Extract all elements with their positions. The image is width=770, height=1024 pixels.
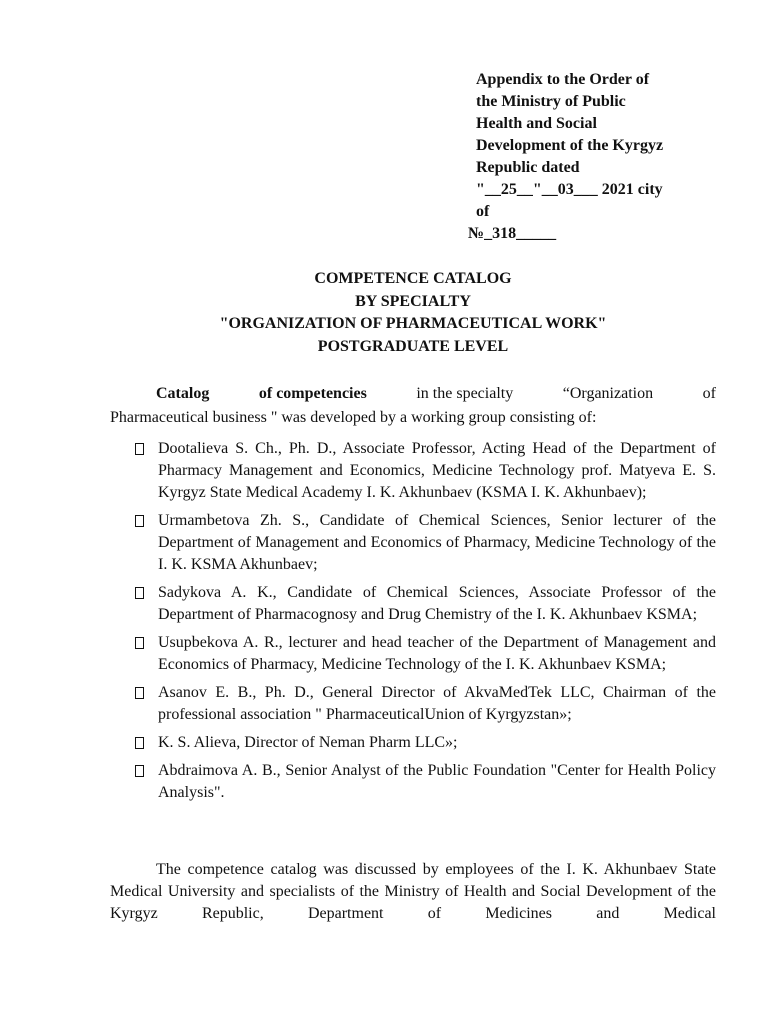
list-item-text: Asanov E. B., Ph. D., General Director of AkvaMedTek LLC, Chairman of the professional association " PharmaceuticalUnion of Kyrgyzstan»; [158, 684, 716, 723]
title-line-1: COMPETENCE CATALOG [314, 270, 512, 287]
checkbox-bullet-icon [135, 587, 144, 599]
document-title [110, 268, 716, 358]
checkbox-bullet-icon [135, 515, 144, 527]
appendix-line: Republic dated [476, 159, 580, 176]
list-item-text: Abdraimova A. B., Senior Analyst of the Public Foundation "Center for Health Policy Analysis". [158, 762, 716, 801]
intro-bold-competencies: of competencies [258, 385, 367, 402]
closing-paragraph: The competence catalog was discussed by employees of the I. K. Akhunbaev State Medical University and specialists of the Ministry of Health and Social Development of the Kyrgyz Republic, Department of Medicines and Medical [110, 861, 716, 922]
title-line-4: POSTGRADUATE LEVEL [317, 337, 509, 355]
checkbox-bullet-icon [135, 687, 144, 699]
appendix-line: Appendix to the Order of [476, 71, 650, 88]
intro-row-1 [110, 382, 716, 406]
list-item-text: Dootalieva S. Ch., Ph. D., Associate Professor, Acting Head of the Department of Pharmacy Management and Economics, Medicine Technology prof. Matyeva E. S. Kyrgyz State Medical Academy I. K. Akhunbaev (KSMA I. K. Akhunbaev); [158, 440, 716, 501]
list-item [134, 732, 716, 754]
title-line-2: BY SPECIALTY [355, 292, 471, 310]
list-item [134, 760, 716, 804]
intro-paragraph [110, 382, 716, 430]
list-item-text: K. S. Alieva, Director of Neman Pharm LLC»; [158, 734, 458, 751]
list-item [134, 438, 716, 504]
checkbox-bullet-icon [135, 765, 144, 777]
list-item [134, 632, 716, 676]
appendix-line: the Ministry of Public [476, 93, 626, 110]
appendix-line: Health and Social [476, 115, 597, 132]
intro-text: “Organization [562, 385, 654, 402]
working-group-list [134, 438, 716, 804]
order-number: №_318_____ [468, 225, 557, 242]
list-item [134, 682, 716, 726]
list-item-text: Urmambetova Zh. S., Candidate of Chemical Sciences, Senior lecturer of the Department of Management and Economics of Pharmacy, Medicine Technology of the I. K. KSMA Akhunbaev; [158, 512, 716, 573]
intro-row-2: Pharmaceutical business " was developed by a working group consisting of: [110, 409, 597, 426]
appendix-date-line: "__25__"__03___ 2021 city [476, 181, 663, 198]
intro-text: of [702, 385, 716, 402]
list-item [134, 510, 716, 576]
checkbox-bullet-icon [135, 737, 144, 749]
title-line-3: "ORGANIZATION OF PHARMACEUTICAL WORK" [219, 315, 607, 332]
appendix-line: Development of the Kyrgyz [476, 137, 664, 154]
appendix-header [468, 69, 716, 245]
list-item [134, 582, 716, 626]
intro-bold-catalog: Catalog [156, 385, 210, 402]
checkbox-bullet-icon [135, 443, 144, 455]
appendix-line: of [476, 203, 490, 220]
list-item-text: Sadykova A. K., Candidate of Chemical Sciences, Associate Professor of the Department of Pharmacognosy and Drug Chemistry of the I. K. Akhunbaev KSMA; [158, 584, 716, 623]
checkbox-bullet-icon [135, 637, 144, 649]
list-item-text: Usupbekova A. R., lecturer and head teacher of the Department of Management and Economics of Pharmacy, Medicine Technology of the I. K. Akhunbaev KSMA; [158, 634, 716, 673]
intro-text: in the specialty [416, 385, 514, 402]
